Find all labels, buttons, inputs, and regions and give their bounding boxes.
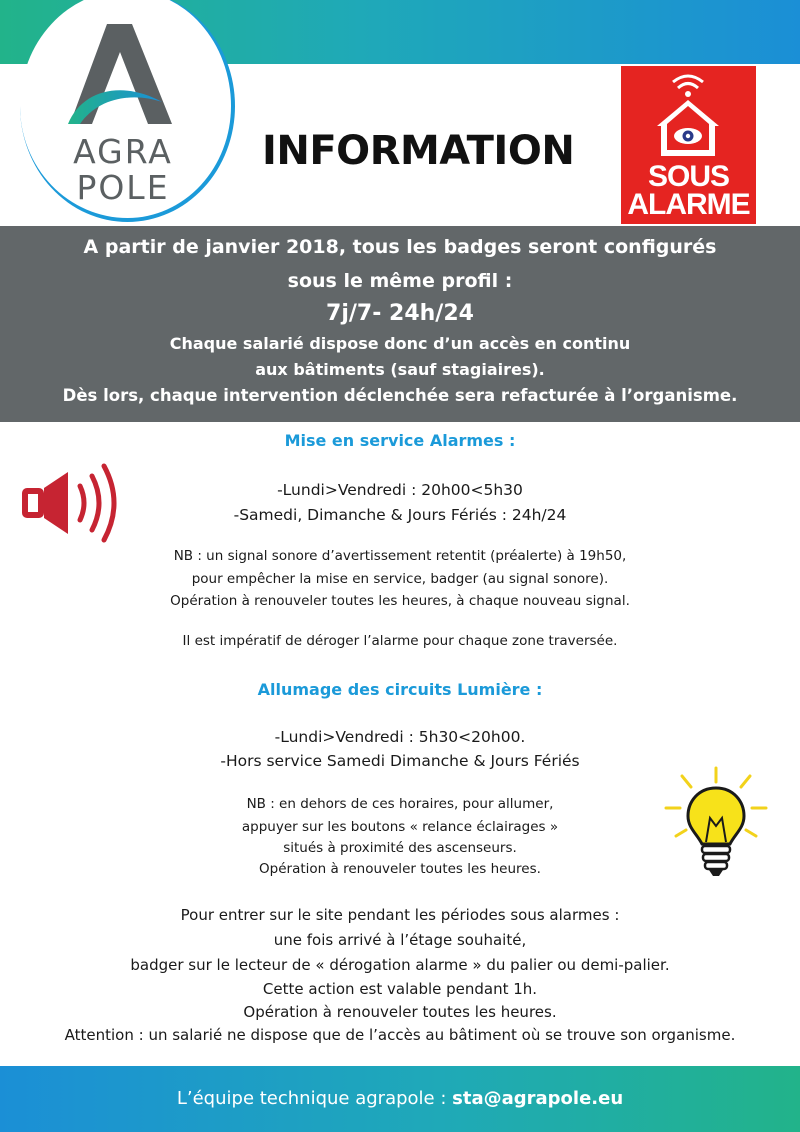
alarm-note-line: NB : un signal sonore d’avertissement retentit (préalerte) à 19h50, xyxy=(173,548,627,564)
alarm-schedule-weekday: -Lundi>Vendredi : 20h00<5h30 xyxy=(277,481,523,499)
alarm-zone-note: Il est impératif de déroger l’alarme pour chaque zone traversée. xyxy=(182,633,618,649)
lightbulb-icon xyxy=(664,766,774,886)
alarm-schedule-weekend: -Samedi, Dimanche & Jours Fériés : 24h/24 xyxy=(233,506,567,524)
info-banner xyxy=(0,226,800,422)
access-line: badger sur le lecteur de « dérogation alarme » du palier ou demi-palier. xyxy=(130,956,670,974)
lights-note-line: situés à proximité des ascenseurs. xyxy=(283,840,517,856)
lights-schedule-weekend: -Hors service Samedi Dimanche & Jours Fériés xyxy=(220,752,580,770)
lights-note-line: appuyer sur les boutons « relance éclairages » xyxy=(241,819,559,835)
agrapole-logo-icon xyxy=(62,20,182,130)
access-line: Opération à renouveler toutes les heures. xyxy=(243,1003,557,1021)
banner-line: Dès lors, chaque intervention déclenchée sera refacturée à l’organisme. xyxy=(62,386,738,405)
alarm-note-line: pour empêcher la mise en service, badger (au signal sonore). xyxy=(191,571,609,587)
access-line: Pour entrer sur le site pendant les périodes sous alarmes : xyxy=(180,906,620,924)
alarm-sign xyxy=(621,66,756,224)
page-title: INFORMATION xyxy=(262,128,575,174)
lights-schedule-weekday: -Lundi>Vendredi : 5h30<20h00. xyxy=(274,728,526,746)
alarm-sign-line2: ALARME xyxy=(627,188,750,221)
footer xyxy=(0,1088,800,1109)
access-warning: Attention : un salarié ne dispose que de l’accès au bâtiment où se trouve son organisme. xyxy=(64,1026,736,1044)
house-eye-alarm-icon xyxy=(621,66,756,166)
footer-label: L’équipe technique agrapole : xyxy=(176,1088,453,1109)
alarm-sign-line1: SOUS xyxy=(647,160,730,193)
logo-text-agra: AGRA xyxy=(73,132,173,171)
speaker-icon xyxy=(18,460,128,550)
footer-email-link[interactable]: sta@agrapole.eu xyxy=(452,1088,624,1109)
lights-section-title: Allumage des circuits Lumière : xyxy=(257,680,543,699)
lights-note-line: Opération à renouveler toutes les heures. xyxy=(259,861,541,877)
banner-schedule: 7j/7- 24h/24 xyxy=(326,301,474,326)
alarms-section-title: Mise en service Alarmes : xyxy=(284,431,516,450)
alarm-note-line: Opération à renouveler toutes les heures, à chaque nouveau signal. xyxy=(170,593,630,609)
banner-line: Chaque salarié dispose donc d’un accès en continu xyxy=(169,334,631,353)
banner-line: sous le même profil : xyxy=(287,270,513,292)
banner-line: A partir de janvier 2018, tous les badges seront configurés xyxy=(83,236,717,258)
access-line: une fois arrivé à l’étage souhaité, xyxy=(273,931,527,949)
lights-note-line: NB : en dehors de ces horaires, pour allumer, xyxy=(246,796,554,812)
logo-text-pole: POLE xyxy=(76,168,170,207)
access-line: Cette action est valable pendant 1h. xyxy=(262,980,538,998)
banner-line: aux bâtiments (sauf stagiaires). xyxy=(255,360,545,379)
